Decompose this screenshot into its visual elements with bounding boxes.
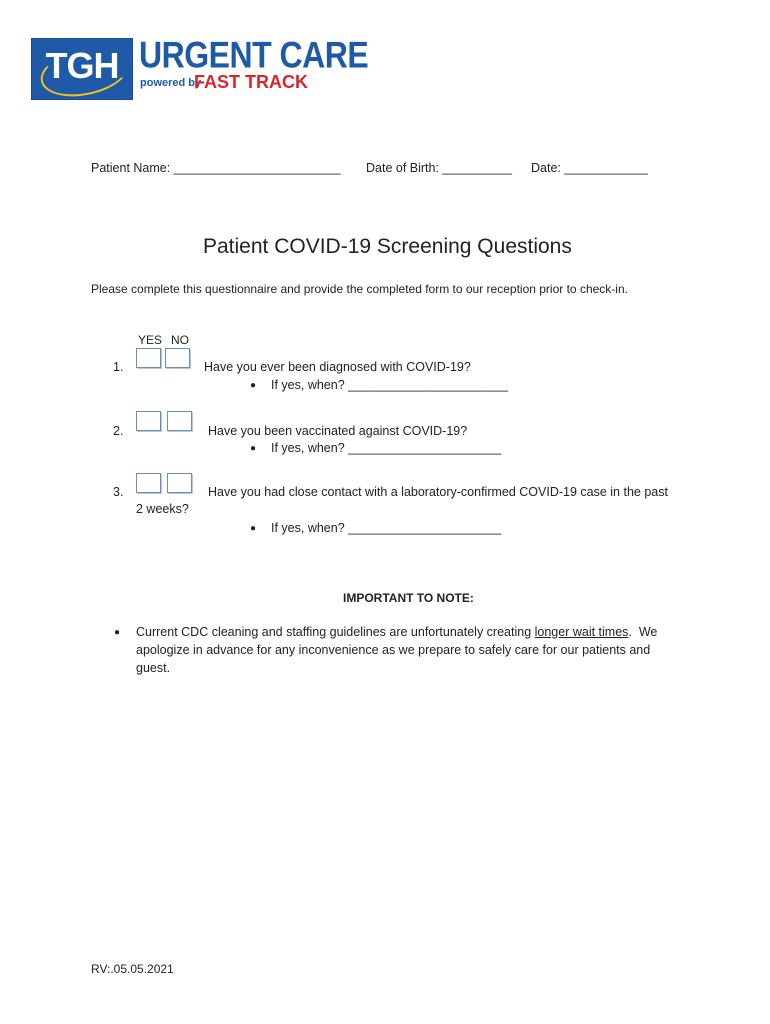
- instructions-text: Please complete this questionnaire and provide the completed form to our reception prior to check-in.: [91, 282, 628, 296]
- question-2-number: 2.: [113, 424, 124, 438]
- bullet-icon: ●: [114, 627, 121, 638]
- yes-column-header: YES: [138, 333, 163, 347]
- note-line-2: apologize in advance for any inconvenience as we prepare to safely care for our patients and: [136, 643, 651, 657]
- patient-name-field[interactable]: Patient Name: ________________________: [91, 161, 341, 175]
- question-1-text: Have you ever been diagnosed with COVID-19?: [204, 360, 471, 374]
- note-line-3: guest.: [136, 661, 171, 675]
- question-3-text-continued: 2 weeks?: [136, 502, 189, 516]
- note-line-1-end: . We: [628, 625, 658, 639]
- question-3-text: Have you had close contact with a laboratory-confirmed COVID-19 case in the past: [208, 485, 668, 499]
- question-2-text: Have you been vaccinated against COVID-19?: [208, 424, 468, 438]
- question-3-followup[interactable]: If yes, when? ______________________: [271, 521, 502, 535]
- tgh-logo: [31, 38, 133, 100]
- question-1-followup[interactable]: If yes, when? _______________________: [271, 378, 509, 392]
- question-1-no-checkbox[interactable]: [165, 348, 190, 368]
- logo-fast-track: FAST TRACK: [194, 72, 308, 92]
- bullet-icon: ●: [250, 380, 257, 391]
- question-2-followup[interactable]: If yes, when? ______________________: [271, 441, 502, 455]
- question-2-no-checkbox[interactable]: [167, 411, 192, 431]
- question-3-yes-checkbox[interactable]: [136, 473, 161, 493]
- note-line-1-text: Current CDC cleaning and staffing guidelines are unfortunately creating: [136, 625, 535, 639]
- question-3-no-checkbox[interactable]: [167, 473, 192, 493]
- date-of-birth-field[interactable]: Date of Birth: __________: [366, 161, 512, 175]
- question-2-yes-checkbox[interactable]: [136, 411, 161, 431]
- bullet-icon: ●: [250, 443, 257, 454]
- note-underlined-text: longer wait times: [534, 625, 629, 639]
- logo-tgh-text: TGH: [45, 45, 119, 86]
- question-3-number: 3.: [113, 485, 124, 499]
- question-1-number: 1.: [113, 360, 124, 374]
- bullet-icon: ●: [250, 523, 257, 534]
- date-field[interactable]: Date: ____________: [531, 161, 648, 175]
- logo-powered-by: powered by: [140, 77, 202, 89]
- logo-urgent-care: URGENT CARE: [139, 34, 369, 76]
- question-1-yes-checkbox[interactable]: [136, 348, 161, 368]
- revision-footer: RV:.05.05.2021: [91, 962, 174, 976]
- page-title: Patient COVID-19 Screening Questions: [203, 235, 572, 258]
- note-line-1: [136, 625, 657, 639]
- important-note-heading: IMPORTANT TO NOTE:: [343, 591, 474, 605]
- no-column-header: NO: [171, 333, 189, 347]
